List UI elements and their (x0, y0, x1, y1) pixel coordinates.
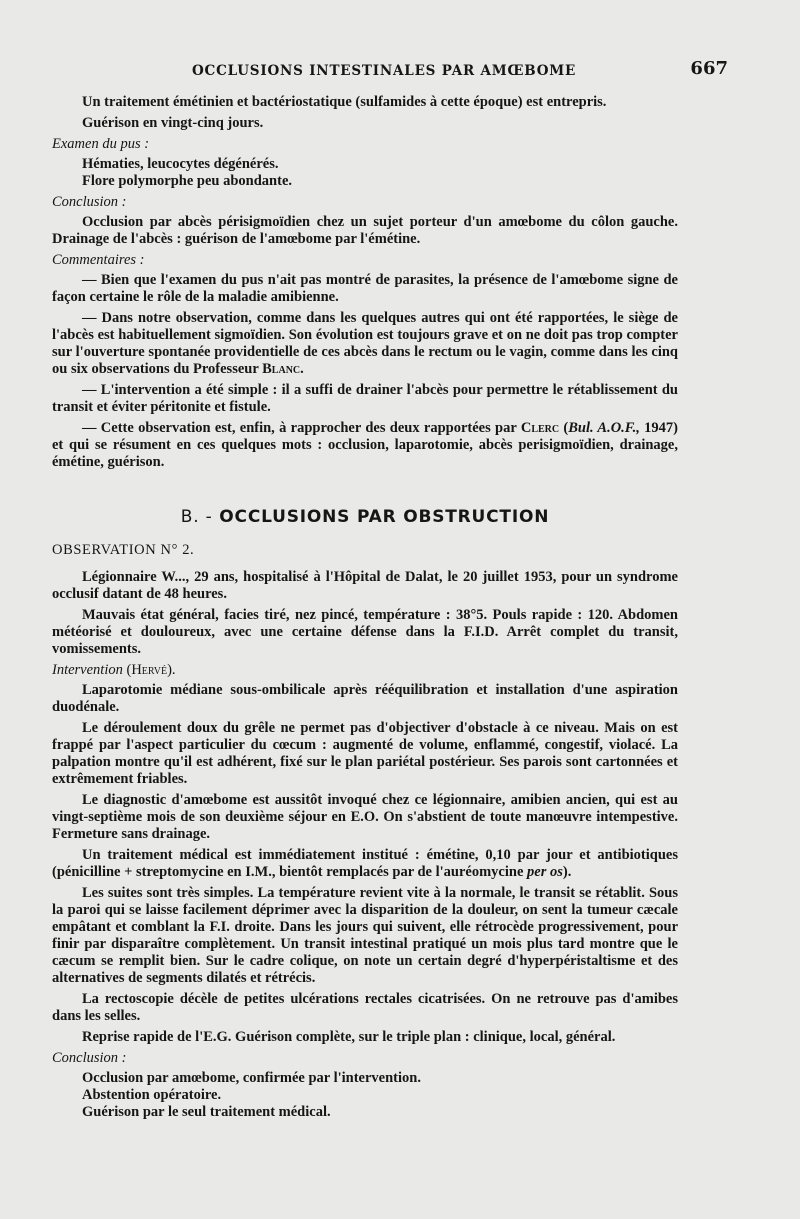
intervention-2: Le déroulement doux du grêle ne permet pas d'objectiver d'obstacle à ce niveau. Mais on est frappé par l'aspect particulier du cœcum : augmenté de volume, enflammé, congestif, violacé. La palpation montre qu'il est adhérent, fixé sur le plan pariétal postérieur. Ses parois sont cartonnées et extrêmement friables. (52, 720, 678, 787)
author-clerc: Clerc (520, 420, 560, 436)
obs-paragraph-1: Légionnaire W..., 29 ans, hospitalisé à l'Hôpital de Dalat, le 20 juillet 1953, pour un syndrome occlusif datant de 48 heures. (52, 569, 678, 602)
paragraph-healing: Guérison en vingt-cinq jours. (82, 115, 264, 131)
surgeon-name: (Hervé). (126, 662, 176, 678)
intervention-1: Laparotomie médiane sous-ombilicale après rééquilibration et installation d'une aspiration duodénale. (52, 682, 678, 715)
label-conclusion-1: Conclusion : (52, 194, 127, 210)
intervention-5: Les suites sont très simples. La température revient vite à la normale, le transit se rétablit. Sous la paroi qui se laisse facilement déprimer avec la disparition de la douleur, on sent la tumeur cæcale empâtant et comblant la F.I. droite. Dans les jours qui suivent, elle rétrocède progressivement, pour finir par disparaître complètement. Un transit intestinal pratiqué un mois plus tard montre que le cæcum se remplit bien. Sur le cadre colique, on note un certain degré d'hyperpéristaltisme et des alternatives de segments dilatés et rétrécis. (52, 885, 678, 986)
section-title: OCCLUSIONS PAR OBSTRUCTION (219, 507, 550, 527)
comment-3: — L'intervention a été simple : il a suffi de drainer l'abcès pour permettre le rétablissement du transit et éviter péritonite et fistule. (52, 382, 678, 415)
page-number: 667 (690, 58, 728, 79)
per-os: per os (527, 864, 563, 880)
conclusion-line-1: Occlusion par amœbome, confirmée par l'intervention. (82, 1070, 421, 1086)
comment-1: — Bien que l'examen du pus n'ait pas montré de parasites, la présence de l'amœbome signe de façon certaine le rôle de la maladie amibienne. (52, 272, 678, 305)
paragraph-conclusion-1: Occlusion par abcès périsigmoïdien chez un sujet porteur d'un amœbome du côlon gauche. Drainage de l'abcès : guérison de l'amœbome par l'émétine. (52, 214, 678, 247)
intervention-6: La rectoscopie décèle de petites ulcérations rectales cicatrisées. On ne retrouve pas d'amibes dans les selles. (52, 991, 678, 1024)
comment-4: — Cette observation est, enfin, à rapprocher des deux rapportées par Clerc (Bul. A.O.F., 1947) et qui se résument en ces quelques mots : occlusion, laparotomie, abcès perisigmoïdien, drainage, émétine, guérison. (52, 420, 678, 470)
intervention-4: Un traitement médical est immédiatement institué : émétine, 0,10 par jour et antibiotiques (pénicilline + streptomycine en I.M., bientôt remplacés par de l'auréomycine per os). (52, 847, 678, 880)
conclusion-line-2: Abstention opératoire. (82, 1087, 222, 1103)
paragraph-treatment: Un traitement émétinien et bactériostatique (sulfamides à cette époque) est entrepris. (82, 94, 607, 110)
section-letter: B. - (180, 507, 213, 527)
intervention-3: Le diagnostic d'amœbome est aussitôt invoqué chez ce légionnaire, amibien ancien, qui est au vingt-septième mois de son deuxième séjour en E.O. On s'abstient de toute manœuvre intempestive. Fermeture sans drainage. (52, 792, 678, 842)
pus-line-1: Hématies, leucocytes dégénérés. (82, 156, 279, 172)
comment-2: — Dans notre observation, comme dans les quelques autres qui ont été rapportées, le siège de l'abcès est habituellement sigmoïdien. Son évolution est toujours grave et on ne doit pas trop compter sur l'ouverture spontanée providentielle de ces abcès dans le rectum ou le vagin, comme dans les cinq ou six observations du Professeur Blanc. (52, 310, 678, 377)
pus-line-2: Flore polymorphe peu abondante. (82, 173, 293, 189)
page-body (52, 94, 678, 1121)
observation-title: OBSERVATION N° 2. (52, 542, 195, 558)
obs-paragraph-2: Mauvais état général, facies tiré, nez pincé, température : 38°5. Pouls rapide : 120. Abdomen météorisé et douloureux, avec une certaine défense dans la F.I.D. Arrêt complet du transit, vomissements. (52, 607, 678, 657)
label-pus-exam: Examen du pus : (52, 136, 150, 152)
label-conclusion-2: Conclusion : (52, 1050, 127, 1066)
running-title: OCCLUSIONS INTESTINALES PAR AMŒBOME (192, 63, 577, 79)
intervention-7: Reprise rapide de l'E.G. Guérison complète, sur le triple plan : clinique, local, général. (82, 1029, 616, 1045)
reference-journal: Bul. A.O.F., (568, 420, 640, 436)
label-comments: Commentaires : (52, 252, 145, 268)
page-header (52, 58, 740, 84)
author-blanc: Blanc (262, 361, 301, 377)
conclusion-line-3: Guérison par le seul traitement médical. (82, 1104, 331, 1120)
label-intervention: Intervention (Hervé). (52, 662, 176, 678)
section-heading (52, 509, 678, 526)
